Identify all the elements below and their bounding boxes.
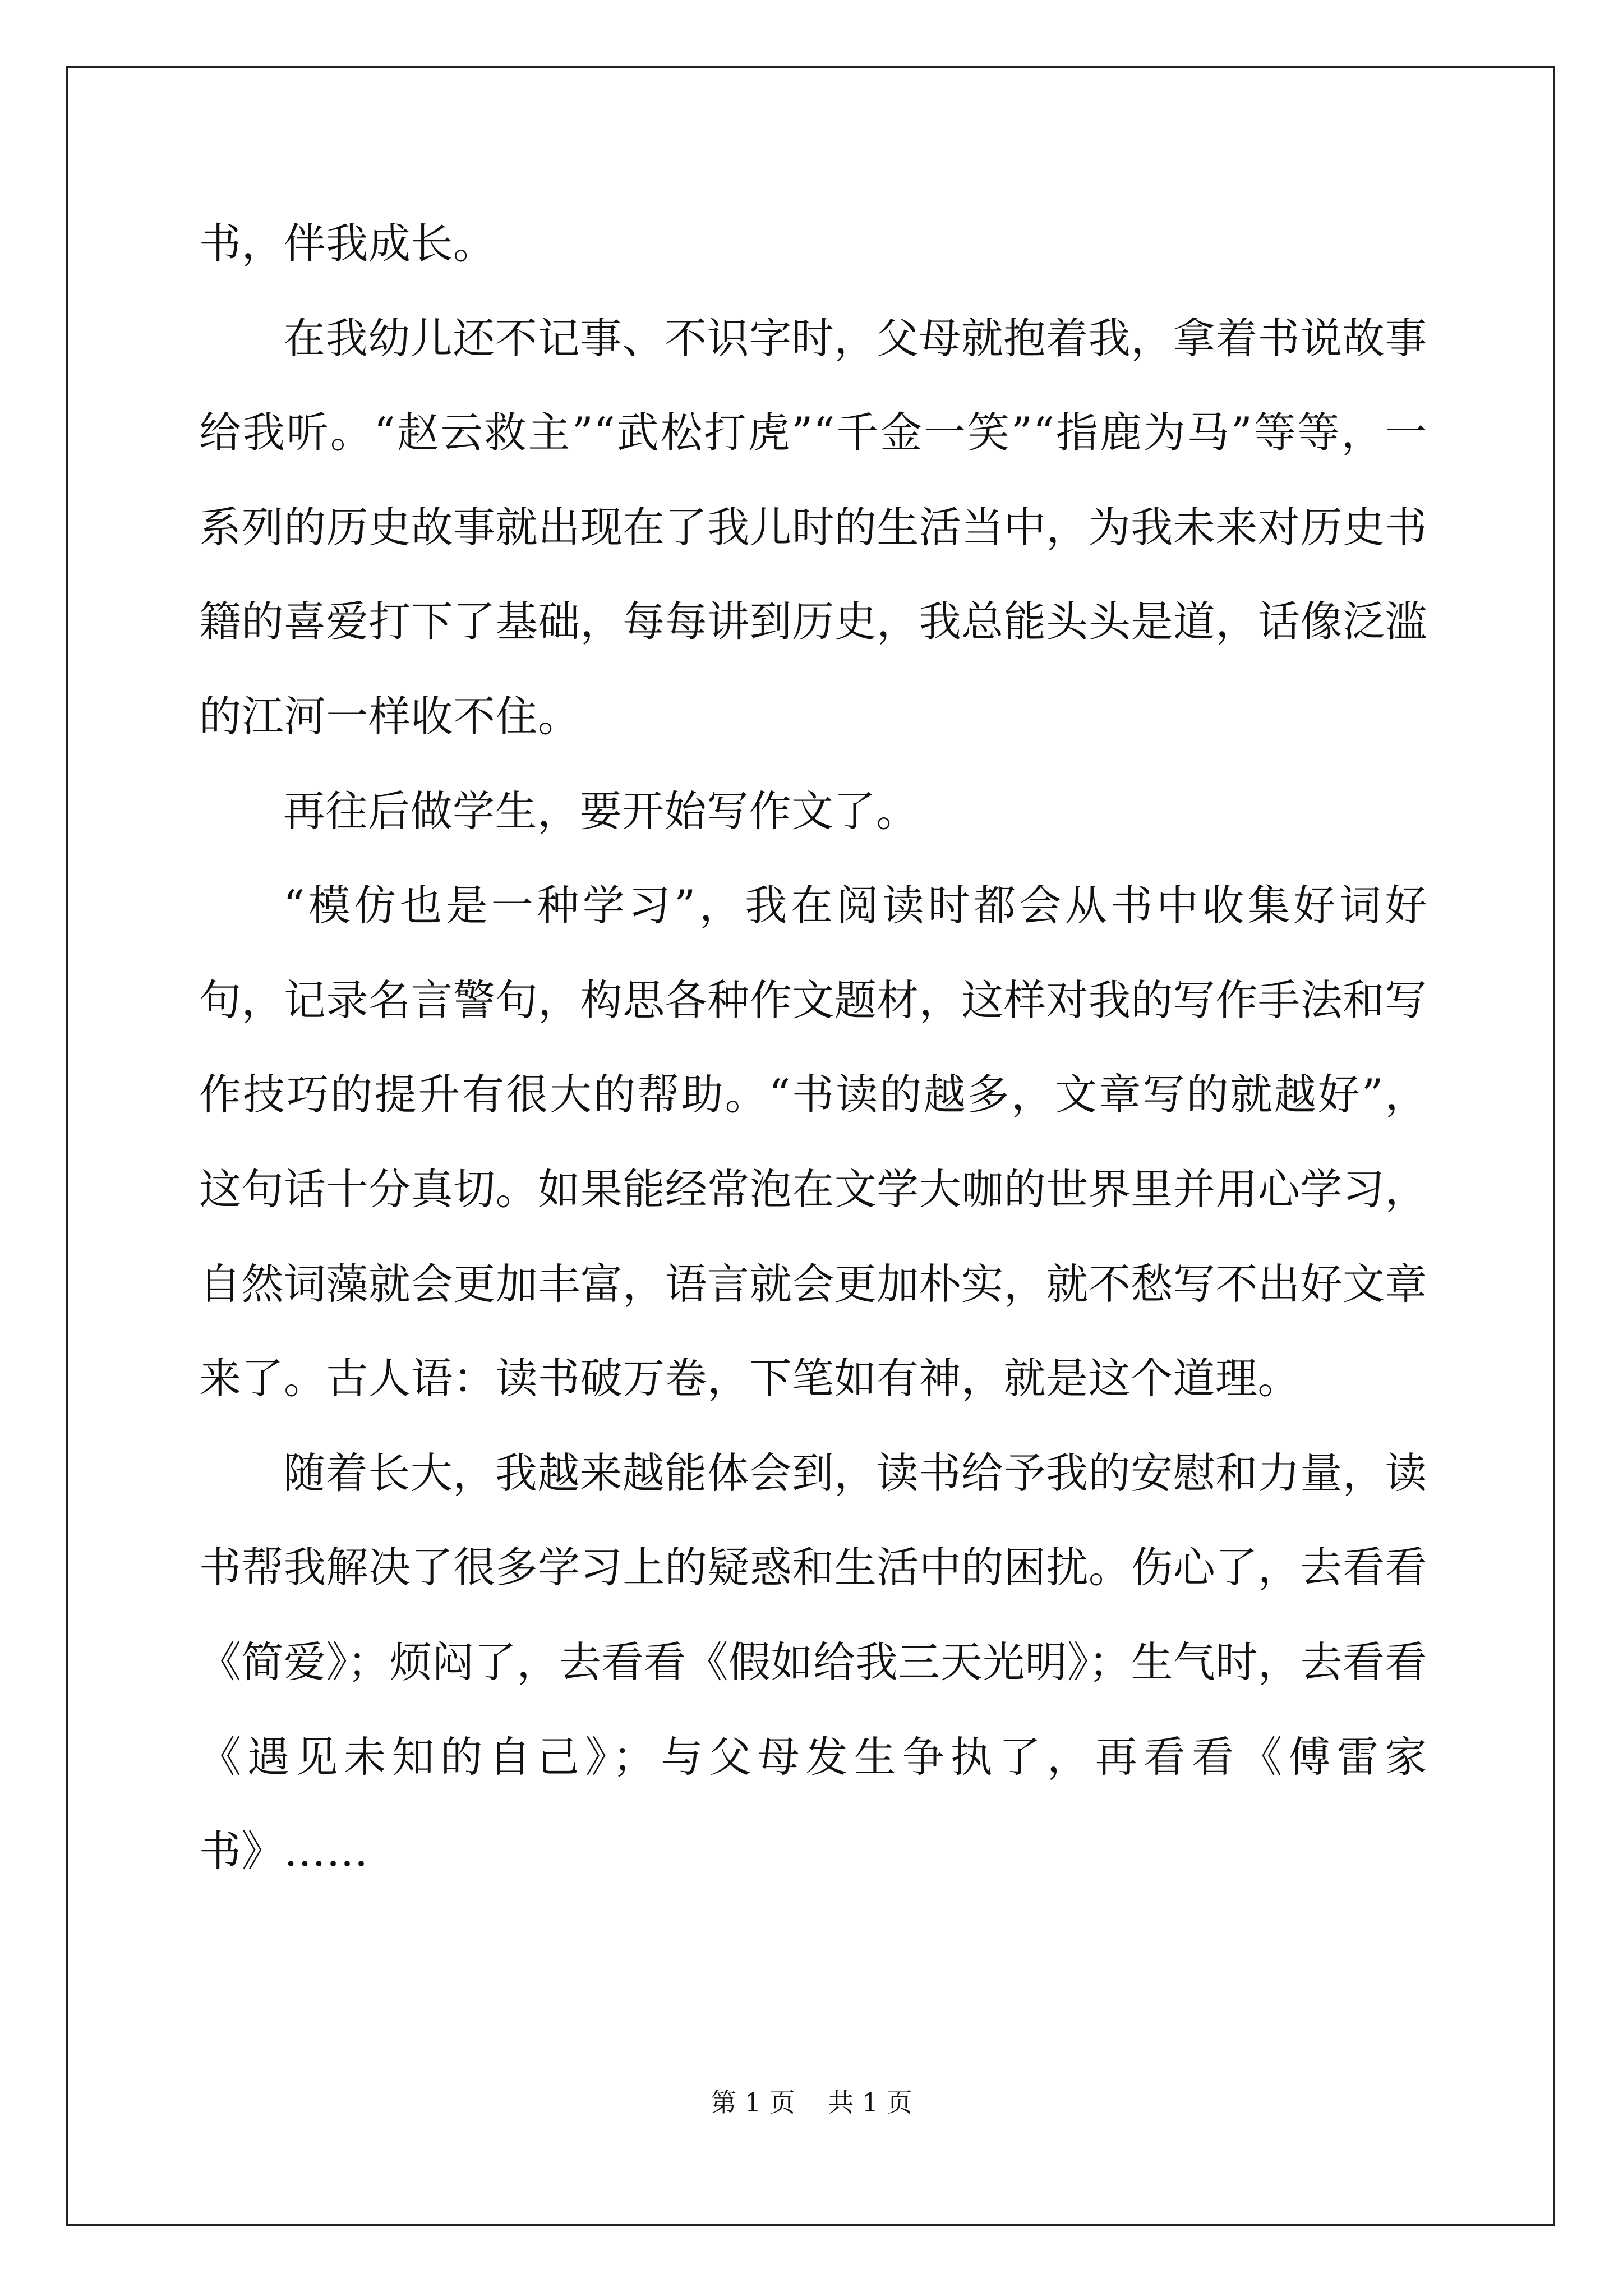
paragraph-title-line: 书，伴我成长。	[199, 219, 496, 268]
paragraph: 在我幼儿还不记事、不识字时，父母就抱着我，拿着书说故事给我听。“赵云救主”“武松打虎”“千金一笑”“指鹿为马”等等，一系列的历史故事就出现在了我儿时的生活当中，为我未来对历史书籍的喜爱打下了基础，每每讲到历史，我总能头头是道，话像泛滥的江河一样收不住。	[199, 313, 1427, 741]
document-body	[199, 196, 1427, 1899]
paragraph: “模仿也是一种学习”，我在阅读时都会从书中收集好词好句，记录名言警句，构思各种作文题材，这样对我的写作手法和写作技巧的提升有很大的帮助。“书读的越多，文章写的就越好”，这句话十分真切。如果能经常泡在文学大咖的世界里并用心学习，自然词藻就会更加丰富，语言就会更加朴实，就不愁写不出好文章来了。古人语：读书破万卷，下笔如有神，就是这个道理。	[199, 881, 1427, 1404]
page-number-footer: 第 1 页 共 1 页	[711, 2087, 912, 2118]
paragraph: 再往后做学生，要开始写作文了。	[283, 786, 919, 836]
paragraph: 随着长大，我越来越能体会到，读书给予我的安慰和力量，读书帮我解决了很多学习上的疑惑和生活中的困扰。伤心了，去看看《简爱》；烦闷了，去看看《假如给我三天光明》；生气时，去看看《遇见未知的自己》；与父母发生争执了，再看看《傅雷家书》……	[199, 1448, 1428, 1876]
